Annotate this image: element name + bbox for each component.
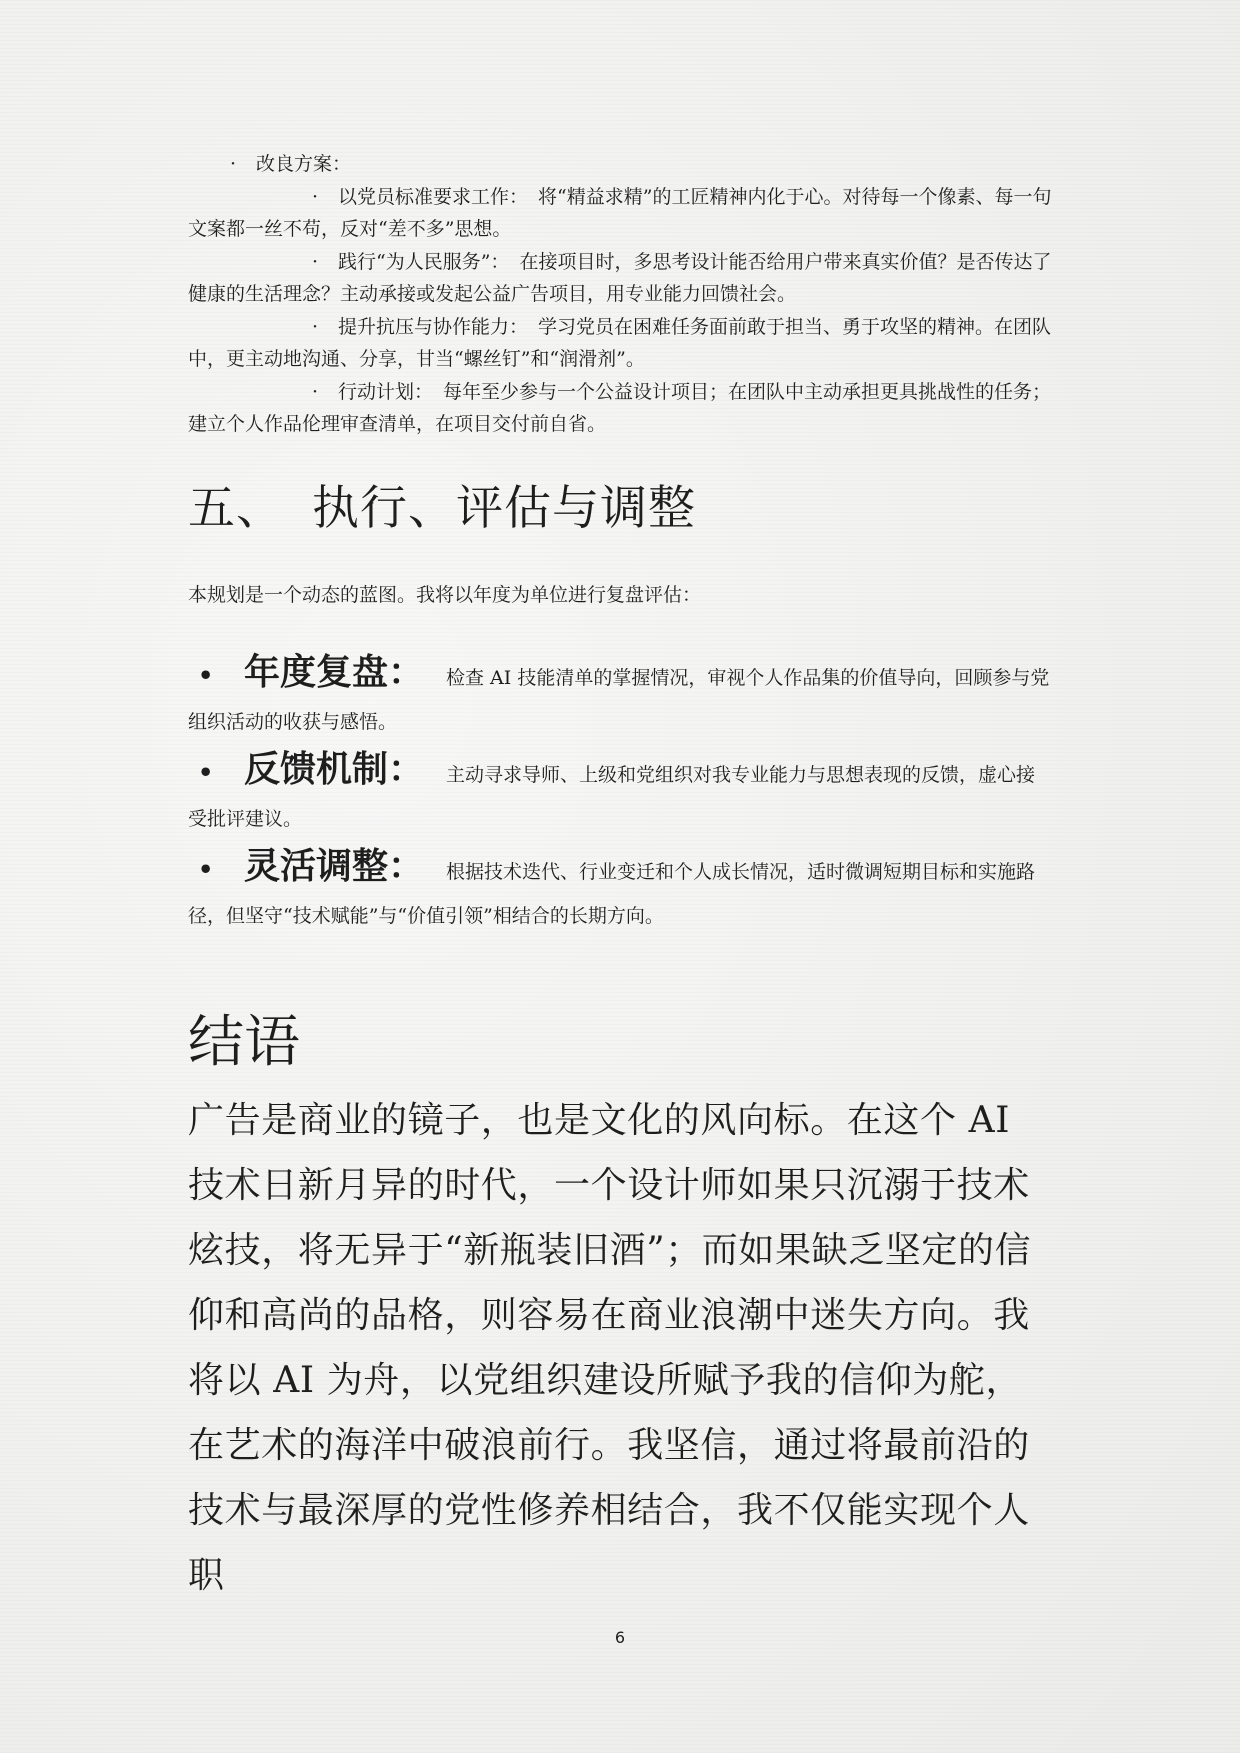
review-item-title: 年度复盘： [244, 652, 425, 693]
improvement-heading [188, 148, 1053, 181]
review-item-title: 反馈机制： [244, 749, 425, 790]
improvement-item-lead: 践行“为人民服务”： [338, 250, 510, 273]
section-intro: 本规划是一个动态的蓝图。我将以年度为单位进行复盘评估： [188, 583, 702, 606]
section-heading [188, 479, 1053, 539]
improvement-item-text: 在接项目时，多思考设计能否给用户带来真实价值？是否传达了健康的生活理念？主动承接或发起公益广告项目，用专业能力回馈社会。 [188, 250, 1052, 305]
review-item-adjust [188, 845, 1053, 938]
review-item-text: 主动寻求导师、上级和党组织对我专业能力与思想表现的反馈，虚心接受批评建议。 [188, 764, 1036, 830]
improvement-item-text: 每年至少参与一个公益设计项目；在团队中主动承担更具挑战性的任务；建立个人作品伦理审查清单，在项目交付前自省。 [188, 380, 1052, 435]
improvement-item-text: 学习党员在困难任务面前敢于担当、勇于攻坚的精神。在团队中，更主动地沟通、分享，甘当“螺丝钉”和“润滑剂”。 [188, 315, 1052, 370]
bullet-icon: • [198, 855, 214, 884]
page-content [188, 148, 1053, 1608]
bullet-icon: · [312, 380, 319, 403]
improvement-item-lead: 行动计划： [338, 380, 434, 403]
section-number: 五、 [188, 480, 284, 536]
review-item-text: 检查 AI 技能清单的掌握情况，审视个人作品集的价值导向，回顾参与党组织活动的收获与感悟。 [188, 667, 1050, 733]
improvement-heading-text: 改良方案： [256, 153, 352, 175]
conclusion-text: 广告是商业的镜子，也是文化的风向标。在这个 AI 技术日新月异的时代，一个设计师如果只沉溺于技术炫技，将无异于“新瓶装旧酒”；而如果缺乏坚定的信仰和高尚的品格，则容易在商业浪潮中迷失方向。我将以 AI 为舟，以党组织建设所赋予我的信仰为舵，在艺术的海洋中破浪前行。我坚信，通过将最前沿的技术与最深厚的党性修养相结合，我不仅能实现个人职 [188, 1100, 1032, 1596]
bullet-icon: · [312, 250, 319, 273]
conclusion-title: 结语 [188, 1010, 300, 1075]
improvement-item-3 [188, 311, 1053, 376]
bullet-icon: · [230, 153, 237, 175]
review-list [188, 651, 1053, 938]
page-number: 6 [614, 1628, 626, 1647]
review-item-feedback [188, 748, 1053, 841]
improvement-item-1 [188, 181, 1053, 246]
section-title: 执行、评估与调整 [312, 480, 696, 536]
improvement-item-2 [188, 246, 1053, 311]
bullet-icon: • [198, 758, 214, 787]
review-item-title: 灵活调整： [244, 846, 425, 887]
bullet-icon: · [312, 185, 319, 208]
bullet-icon: • [198, 661, 214, 690]
bullet-icon: · [312, 315, 319, 338]
improvement-item-lead: 提升抗压与协作能力： [338, 315, 529, 338]
review-item-text: 根据技术迭代、行业变迁和个人成长情况，适时微调短期目标和实施路径，但坚守“技术赋能”与“价值引领”相结合的长期方向。 [188, 861, 1036, 927]
improvement-item-lead: 以党员标准要求工作： [338, 185, 529, 208]
review-item-annual [188, 651, 1053, 744]
improvement-item-4 [188, 376, 1053, 441]
improvement-item-text: 将“精益求精”的工匠精神内化于心。对待每一个像素、每一句文案都一丝不苟，反对“差不多”思想。 [188, 185, 1052, 240]
